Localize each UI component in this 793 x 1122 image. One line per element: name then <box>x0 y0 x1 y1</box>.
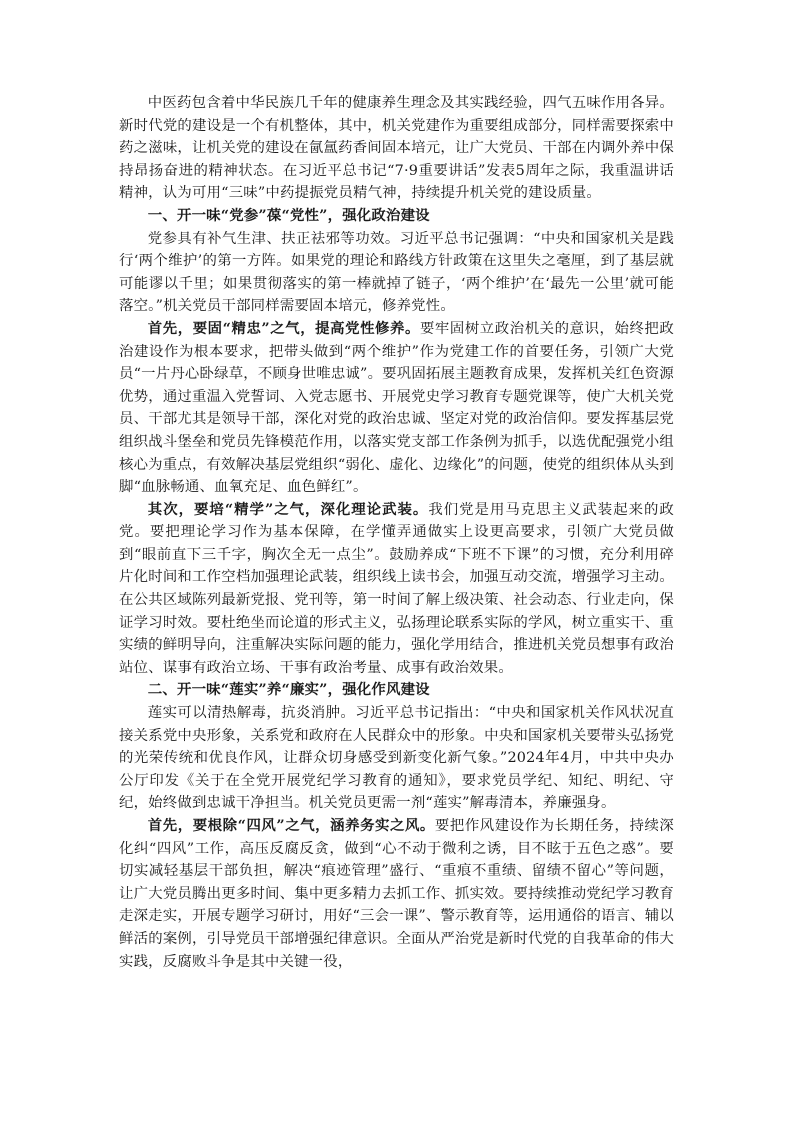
section-1-paragraph-2-body: 要牢固树立政治机关的意识，始终把政治建设作为根本要求，把带头做到“两个维护”作为党建工作的首要任务，引领广大党员“一片丹心卧绿草，不顾身世唯忠诚”。要巩固拓展主题教育成果，发挥机关红色资源优势，通过重温入党誓词、入党志愿书、开展党史学习教育专题党课等，使广大机关党员、干部尤其是领导干部，深化对党的政治忠诚、坚定对党的政治信仰。要发挥基层党组织战斗堡垒和党员先锋模范作用，以落实党支部工作条例为抓手，以选优配强党小组核心为重点，有效解决基层党组织“弱化、虚化、边缘化”的问题，使党的组织体从头到脚“血脉畅通、血氧充足、血色鲜红”。 <box>119 320 674 496</box>
section-1-paragraph-2 <box>119 318 674 499</box>
section-1-paragraph-2-lead: 首先，要固“精忠”之气，提高党性修养。 <box>147 319 420 337</box>
section-2-paragraph-1: 莲实可以清热解毒，抗炎消肿。习近平总书记指出：“中央和国家机关作风状况直接关系党中央形象，关系党和政府在人民群众中的形象。中央和国家机关要带头弘扬党的光荣传统和优良作风，让群众切身感受到新变化新气象。”2024年4月，中共中央办公厅印发《关于在全党开展党纪学习教育的通知》，要求党员学纪、知纪、明纪、守纪，始终做到忠诚干净担当。机关党员更需一剂“莲实”解毒清本，养廉强身。 <box>119 705 674 812</box>
intro-paragraph: 中医药包含着中华民族几千年的健康养生理念及其实践经验，四气五味作用各异。新时代党的建设是一个有机整体，其中，机关党建作为重要组成部分，同样需要探索中药之滋味，让机关党的建设在氤氲药香间固本培元，让广大党员、干部在内调外养中保持昂扬奋进的精神状态。在习近平总书记“7·9重要讲话”发表5周年之际，我重温讲话精神，认为可用“三味”中药提振党员精气神，持续提升机关党的建设质量。 <box>119 95 674 202</box>
section-2-paragraph-2-lead: 首先，要根除“四风”之气，涵养务实之风。 <box>147 817 435 834</box>
section-1-paragraph-3-body: 我们党是用马克思主义武装起来的政党。要把理论学习作为基本保障，在学懂弄通做实上设更高要求，引领广大党员做到“眼前直下三千字，胸次全无一点尘”。鼓励养成“下班不下课”的习惯，充分利用碎片化时间和工作空档加强理论武装，组织线上读书会，加强互动交流，增强学习主动。在公共区域陈列最新党报、党刊等，第一时间了解上级决策、社会动态、行业走向，保证学习时效。要杜绝坐而论道的形式主义，弘扬理论联系实际的学风，树立重实干、重实绩的鲜明导向，注重解决实际问题的能力，强化学用结合，推进机关党员想事有政治站位、谋事有政治立场、干事有政治考量、成事有政治效果。 <box>119 501 675 676</box>
section-1-paragraph-3-lead: 其次，要培“精学”之气，深化理论武装。 <box>147 500 429 518</box>
document-body <box>119 92 674 973</box>
section-2-paragraph-2 <box>119 815 674 973</box>
section-1-heading: 一、开一味“党参”葆“党性”，强化政治建设 <box>147 206 430 224</box>
section-1-paragraph-3 <box>119 499 674 680</box>
section-1-paragraph-1: 党参具有补气生津、扶正祛邪等功效。习近平总书记强调：“中央和国家机关是践行‘两个维护’的第一方阵。如果党的理论和路线方针政策在这里失之毫厘，到了基层就可能谬以千里；如果贯彻落实的第一棒就掉了链子，‘两个维护’在‘最先一公里’就可能落空。”机关党员干部同样需要固本培元，修养党性。 <box>119 230 674 315</box>
section-2-heading: 二、开一味“莲实”养“廉实”，强化作风建设 <box>147 681 430 699</box>
section-2-paragraph-2-body: 要把作风建设作为长期任务，持续深化纠“四风”工作，高压反腐反贪，做到“心不动于微利之诱，目不眩于五色之惑”。要切实减轻基层干部负担，解决“痕迹管理”盛行、“重痕不重绩、留绩不留心”等问题，让广大党员腾出更多时间、集中更多精力去抓工作、抓实效。要持续推动党纪学习教育走深走实，开展专题学习研讨，用好“三会一课”、警示教育等，运用通俗的语言、辅以鲜活的案例，引导党员干部增强纪律意识。全面从严治党是新时代党的自我革命的伟大实践，反腐败斗争是其中关键一役， <box>119 818 674 970</box>
